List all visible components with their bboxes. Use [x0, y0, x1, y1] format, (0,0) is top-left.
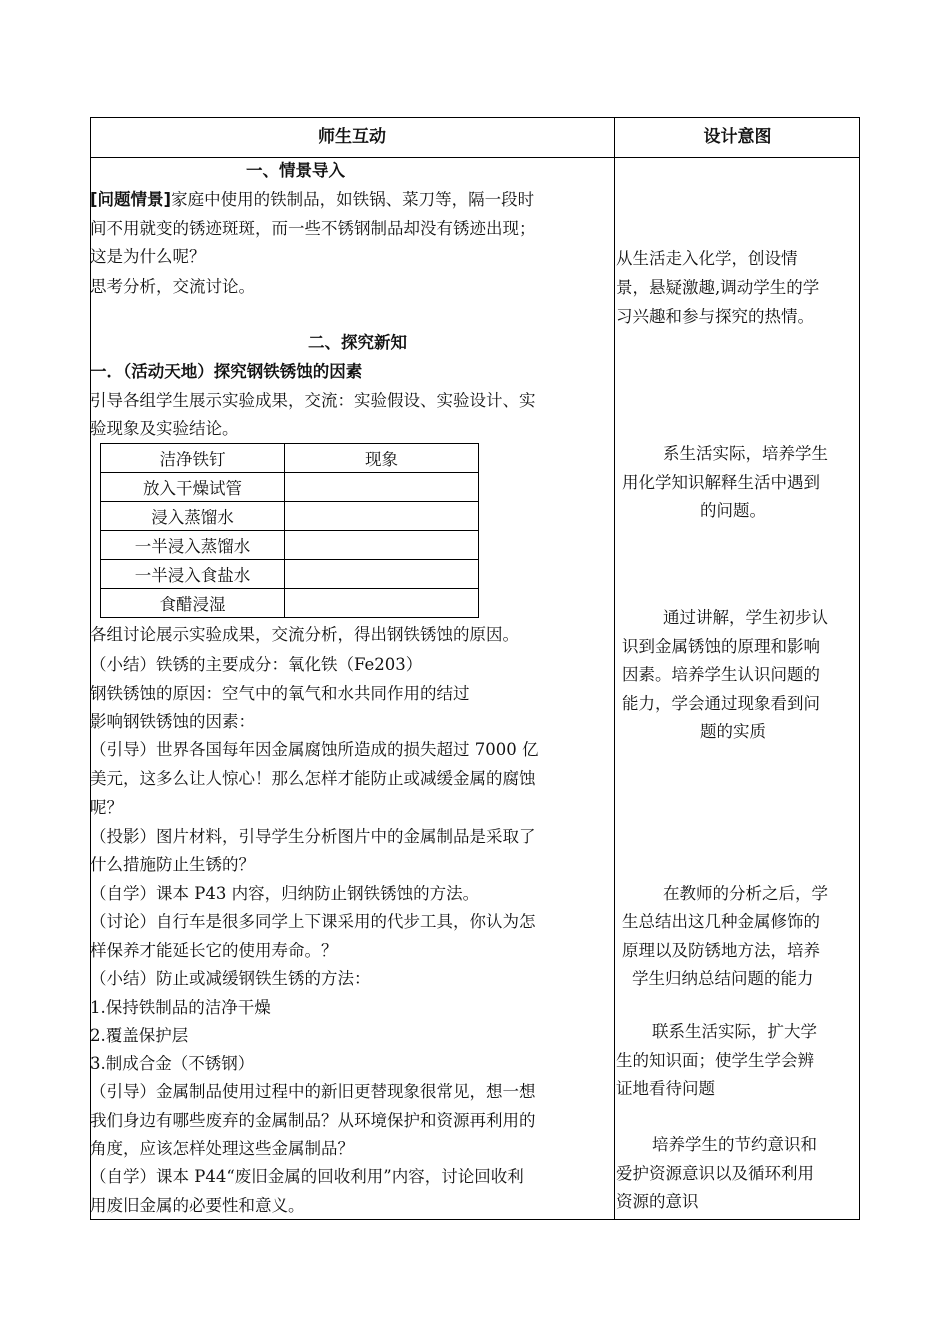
paragraph-guide-line-3: 呢？ — [90, 798, 123, 817]
table-row — [101, 531, 479, 560]
table-row — [101, 589, 479, 618]
method-item-1: 1.保持铁制品的洁净干燥 — [90, 998, 271, 1017]
question-line-2: 间不用就变的锈迹斑斑，而一些不锈钢制品却没有锈迹出现； — [90, 219, 536, 238]
table-cell-condition: 一半浸入蒸馏水 — [101, 531, 285, 560]
table-header-row — [101, 444, 479, 473]
table-cell-condition: 放入干燥试管 — [101, 473, 285, 502]
intent-1-line-3: 习兴趣和参与探究的热情。 — [616, 307, 814, 326]
question-label: [问题情景] — [90, 190, 172, 209]
table-cell-observation — [285, 502, 479, 531]
table-cell-observation — [285, 560, 479, 589]
guide-line-1: 引导各组学生展示实验成果，交流：实验假设、实验设计、实 — [90, 391, 536, 410]
table-row — [101, 473, 479, 502]
intent-6-line-3: 资源的意识 — [616, 1192, 699, 1211]
paragraph-discussion: 各组讨论展示实验成果，交流分析，得出钢铁锈蚀的原因。 — [90, 625, 519, 644]
question-line-1 — [90, 189, 534, 211]
paragraph-rust-cause: 钢铁锈蚀的原因：空气中的氧气和水共同作用的结过 — [90, 684, 470, 703]
method-item-3: 3.制成合金（不锈钢） — [90, 1054, 255, 1073]
paragraph-recycle-line-2: 我们身边有哪些废弃的金属制品？从环境保护和资源再利用的 — [90, 1111, 536, 1130]
section-title-explore: 二、探究新知 — [308, 333, 407, 352]
paragraph-projection-line-2: 什么措施防止生锈的？ — [90, 855, 255, 874]
question-line-4: 思考分析，交流讨论。 — [90, 277, 255, 296]
paragraph-recycle-line-1: （引导）金属制品使用过程中的新旧更替现象很常见，想一想 — [90, 1082, 536, 1101]
paragraph-selfstudy2-line-1: （自学）课本 P44“废旧金属的回收利用”内容，讨论回收利 — [90, 1167, 524, 1186]
intent-1-line-1: 从生活走入化学，创设情 — [616, 249, 798, 268]
question-line-3: 这是为什么呢？ — [90, 247, 206, 266]
intent-5-line-3: 证地看待问题 — [616, 1079, 715, 1098]
intent-3-line-3: 因素。培养学生认识问题的 — [622, 665, 820, 684]
intent-3-line-2: 识到金属锈蚀的原理和影响 — [622, 637, 820, 656]
intent-5-line-2: 生的知识面；使学生学会辨 — [616, 1051, 814, 1070]
intent-1-line-2: 景，悬疑激趣,调动学生的学 — [616, 278, 820, 297]
paragraph-methods-summary: （小结）防止或减缓钢铁生锈的方法： — [90, 969, 371, 988]
paragraph-summary-rust: （小结）铁锈的主要成分：氧化铁（Fe203） — [90, 655, 423, 674]
paragraph-projection-line-1: （投影）图片材料，引导学生分析图片中的金属制品是采取了 — [90, 827, 536, 846]
question-text: 家庭中使用的铁制品，如铁锅、菜刀等，隔一段时 — [171, 190, 535, 209]
intent-4-line-1: 在教师的分析之后，学 — [663, 884, 828, 903]
table-cell-observation — [285, 531, 479, 560]
method-item-2: 2.覆盖保护层 — [90, 1026, 189, 1045]
intent-6-line-2: 爱护资源意识以及循环利用 — [616, 1164, 814, 1183]
paragraph-guide-line-1: （引导）世界各国每年因金属腐蚀所造成的损失超过 7000 亿 — [90, 740, 539, 759]
intent-2-line-1: 系生活实际，培养学生 — [663, 444, 828, 463]
header-design-intent: 设计意图 — [703, 127, 772, 147]
intent-4-line-4: 学生归纳总结问题的能力 — [632, 969, 814, 988]
intent-4-line-2: 生总结出这几种金属修饰的 — [622, 912, 820, 931]
header-interaction: 师生互动 — [318, 127, 386, 147]
column-divider — [614, 117, 615, 1220]
table-row — [101, 560, 479, 589]
intent-3-line-5: 题的实质 — [700, 722, 766, 741]
paragraph-rust-factors: 影响钢铁锈蚀的因素： — [90, 712, 255, 731]
paragraph-selfstudy2-line-2: 用废旧金属的必要性和意义。 — [90, 1196, 305, 1215]
guide-line-2: 验现象及实验结论。 — [90, 419, 239, 438]
paragraph-discuss-line-1: （讨论）自行车是很多同学上下课采用的代步工具，你认为怎 — [90, 912, 536, 931]
paragraph-discuss-line-2: 样保养才能延长它的使用寿命。？ — [90, 941, 338, 960]
intent-3-line-4: 能力，学会通过现象看到问 — [622, 694, 820, 713]
table-cell-condition: 一半浸入食盐水 — [101, 560, 285, 589]
intent-4-line-3: 原理以及防锈地方法，培养 — [622, 941, 820, 960]
intent-2-line-3: 的问题。 — [700, 501, 766, 520]
intent-6-line-1: 培养学生的节约意识和 — [652, 1135, 817, 1154]
experiment-table — [100, 443, 479, 618]
header-divider — [90, 157, 860, 158]
table-header-cell: 洁净铁钉 — [101, 444, 285, 473]
paragraph-self-study: （自学）课本 P43 内容，归纳防止钢铁锈蚀的方法。 — [90, 884, 480, 903]
table-cell-condition: 浸入蒸馏水 — [101, 502, 285, 531]
intent-2-line-2: 用化学知识解释生活中遇到 — [622, 473, 820, 492]
section-title-intro: 一、情景导入 — [246, 161, 345, 180]
table-row — [101, 502, 479, 531]
table-cell-observation — [285, 589, 479, 618]
intent-3-line-1: 通过讲解，学生初步认 — [663, 608, 828, 627]
table-cell-condition: 食醋浸湿 — [101, 589, 285, 618]
paragraph-guide-line-2: 美元，这多么让人惊心！那么怎样才能防止或减缓金属的腐蚀 — [90, 769, 536, 788]
table-cell-observation — [285, 473, 479, 502]
paragraph-recycle-line-3: 角度，应该怎样处理这些金属制品？ — [90, 1139, 354, 1158]
activity-title: 一．（活动天地）探究钢铁锈蚀的因素 — [90, 362, 363, 381]
table-header-cell: 现象 — [285, 444, 479, 473]
intent-5-line-1: 联系生活实际，扩大学 — [652, 1022, 817, 1041]
